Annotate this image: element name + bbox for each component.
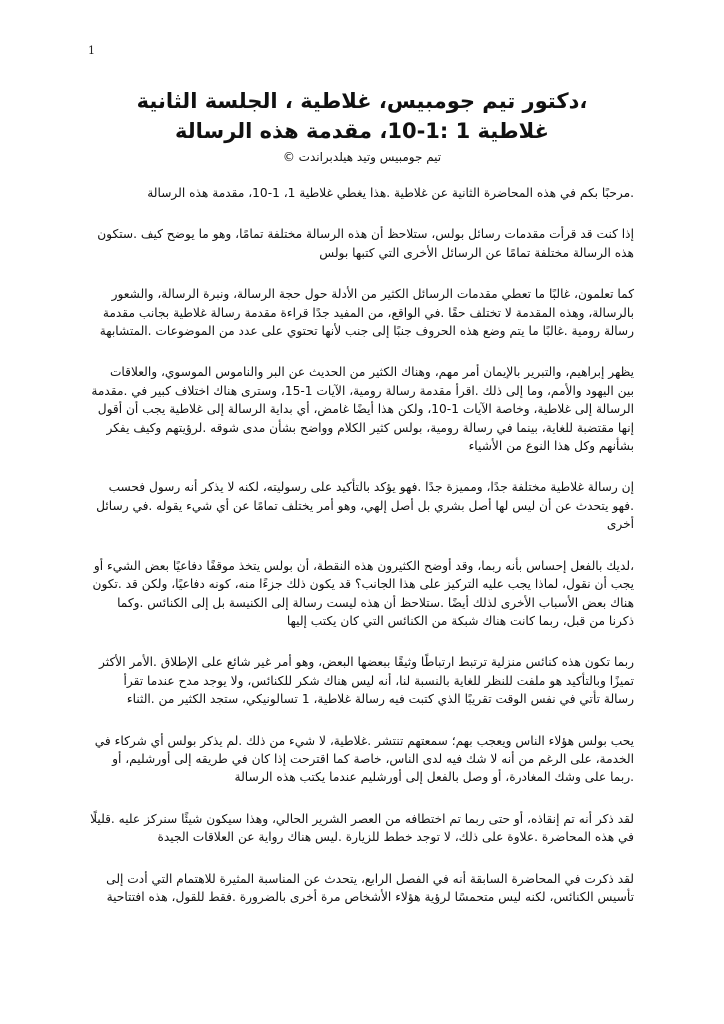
paragraph-7: ربما تكون هذه كنائس منزلية ترتبط ارتباطًا وثيقًا ببعضها البعض، وهو أمر غير شائع على الإطلاق .الأمر الأكثر تميزًا وبالتأكيد هو ملفت للنظر للغاية بالنسبة لنا، أنه ليس هناك شكر للكنائس، ولا يوجد مدح عندما تقرأ رسالة تأتي في نفس الوقت تقريبًا الذي كتبت فيه رسالة غلاطية، 1 تسالونيكي، ستجد الكثير من .الثناء <box>99 655 634 707</box>
paragraph-1: .مرحبًا بكم في هذه المحاضرة الثانية عن غلاطية .هذا يغطي غلاطية 1، 1-10، مقدمة هذه الرسالة <box>147 186 634 200</box>
paragraph-3: كما تعلمون، غالبًا ما تعطي مقدمات الرسائل الكثير من الأدلة حول حجة الرسالة، ونبرة الرسالة، والشعور بالرسالة، وهذه المقدمة لا تختلف حقًا .في الواقع، من المفيد جدًا قراءة مقدمة رسالة غلاطية بجانب مقدمة رسالة رومية .غالبًا ما يتم وضع هذه الحروف جنبًا إلى جنب لأنها تحتوي على عدد من الموضوعات .المتشابهة <box>99 287 634 339</box>
document-body <box>90 184 634 929</box>
document-title-line-2: غلاطية 1 :1-10، مقدمة هذه الرسالة <box>175 119 549 143</box>
paragraph-10: لقد ذكرت في المحاضرة السابقة أنه في الفصل الرابع، يتحدث عن المناسبة المثيرة للاهتمام التي أدت إلى تأسيس الكنائس، لكنه ليس متحمسًا لرؤية هؤلاء الأشخاص مرة أخرى بالضرورة .فقط للقول، هذه افتتاحية <box>106 871 634 904</box>
paragraph-8: يحب بولس هؤلاء الناس ويعجب بهم؛ سمعتهم تنتشر .غلاطية، لا شيء من ذلك .لم يذكر بولس أي شركاء في الخدمة، على الرغم من أنه لا شك فيه لدى الناس، خاصة كما اقترحت إذا كان في طريقه إلى أورشليم، أو .ربما على وشك المغادرة، أو وصل بالفعل إلى أورشليم عندما يكتب هذه الرسالة <box>94 733 634 785</box>
paragraph-6: ،لديك بالفعل إحساس بأنه ربما، وقد أوضح الكثيرون هذه النقطة، أن بولس يتخذ موقفًا دفاعيًا بعض الشيء أو يجب أن نقول، لماذا يجب عليه التركيز على هذا الجانب؟ قد يكون ذلك جزءًا منه، كونه دفاعيًا، ولكن قد .تكون هناك بعض الأسباب الأخرى لذلك أيضًا .ستلاحظ أن هذه ليست رسالة إلى الكنيسة بل إلى الكنائس .وكما ذكرنا من قبل، ربما كانت هناك شبكة من الكنائس التي كان يكتب إليها <box>92 558 634 628</box>
copyright-line: تيم جومبيس وتيد هيلدبراندت © <box>282 150 442 164</box>
paragraph-9: لقد ذكر أنه تم إنقاذه، أو حتى ربما تم اختطافه من العصر الشرير الحالي، وهذا سيكون شيئًا سنركز عليه .قليلًا في هذه المحاضرة .علاوة على ذلك، لا توجد خطط للزيارة .ليس هناك رواية عن العلاقات الجيدة <box>90 811 634 845</box>
document-title-line-1: ،دكتور تيم جومبيس، غلاطية ، الجلسة الثانية <box>136 89 588 113</box>
document-header <box>90 86 634 166</box>
paragraph-5: إن رسالة غلاطية مختلفة جدًا، ومميزة جدًا .فهو يؤكد بالتأكيد على رسوليته، لكنه لا يذكر أنه رسول فحسب .فهو يتحدث عن أن ليس لها أصل بشري بل أصل إلهي، وهو أمر يختلف تمامًا عن أي شيء يقوله .في رسائل أخرى <box>96 480 634 532</box>
paragraph-4: يظهر إبراهيم، والتبرير بالإيمان أمر مهم، وهناك الكثير من الحديث عن البر والناموس الموسوي، والعلاقات بين اليهود والأمم، وما إلى ذلك .اقرأ مقدمة رسالة رومية، الآيات 1-15، وسترى هناك اختلاف كبير في .مقدمة الرسالة إلى غلاطية، وخاصة الآيات 1-10، ولكن هذا أيضًا غامض، أي بداية الرسالة إلى غلاطية يجب أن أقول إنها مقتضبة للغاية، بينما في رسالة رومية، بولس كثير الكلام وواضح بشأن مدى شوقه .لرؤيتهم وكيف يفكر بشأنهم وكل هذا النوع من الأشياء <box>91 365 634 454</box>
page-number: 1 <box>88 44 95 57</box>
paragraph-2: إذا كنت قد قرأت مقدمات رسائل بولس، ستلاحظ أن هذه الرسالة مختلفة تمامًا، وهو ما يوضح كيف .ستكون هذه الرسالة مختلفة تمامًا عن الرسائل الأخرى التي كتبها بولس <box>97 227 634 260</box>
